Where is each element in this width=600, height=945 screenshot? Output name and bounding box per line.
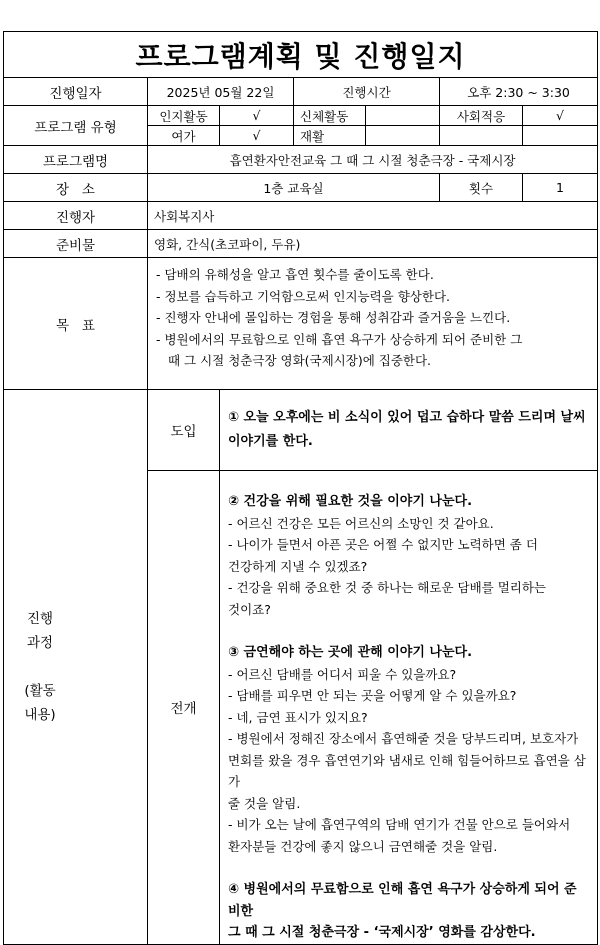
type-cognitive-check: √	[220, 106, 294, 126]
section-3-line: 줄 것을 알림.	[228, 795, 301, 811]
leader-label: 진행자	[4, 202, 148, 230]
section-4-title-cont: 그 때 그 시절 청춘극장 - ‘국제시장’ 영화를 감상한다.	[228, 925, 536, 940]
goal-item: - 진행자 안내에 몰입하는 경험을 통해 성취감과 즐거움을 느낀다.	[156, 310, 511, 325]
time-label: 진행시간	[294, 78, 440, 106]
program-name-value: 흡연환자안전교육 그 때 그 시절 청춘극장 - 국제시장	[148, 146, 598, 174]
type-physical-check	[366, 106, 440, 126]
program-log-table	[3, 31, 598, 945]
date-value: 2025년 05월 22일	[148, 78, 294, 106]
count-label: 횟수	[440, 174, 523, 202]
development-label: 전개	[148, 471, 220, 945]
goal-item: - 정보를 습득하고 기억함으로써 인지능력을 향상한다.	[156, 288, 451, 304]
type-leisure-label: 여가	[148, 126, 220, 146]
type-social-label: 사회적응	[440, 106, 523, 126]
section-3-line: - 담배를 피우면 안 되는 곳을 어떻게 알 수 있을까요?	[228, 688, 517, 703]
section-2-line: - 어르신 건강은 모든 어르신의 소망인 것 같아요.	[228, 515, 494, 531]
place-value: 1층 교육실	[148, 174, 440, 202]
section-3-line: - 어르신 담배를 어디서 피울 수 있을까요?	[228, 666, 457, 682]
development-content	[220, 471, 598, 945]
type-social-check: √	[523, 106, 598, 126]
program-type-label: 프로그램 유형	[4, 106, 148, 146]
type-empty-cell	[440, 126, 523, 146]
section-3-line: - 네, 금연 표시가 있지요?	[228, 709, 368, 725]
goal-list	[148, 258, 598, 390]
intro-label: 도입	[148, 390, 220, 471]
type-rehab-label: 재활	[294, 126, 366, 146]
goal-label: 목 표	[4, 258, 148, 390]
goal-item: - 담배의 유해성을 알고 흡연 횟수를 줄이도록 한다.	[156, 267, 434, 282]
section-3-line: 면회를 왔을 경우 흡연연기와 냄새로 인해 힘들어하므로 흡연을 삼가	[228, 752, 586, 789]
program-log-document	[3, 31, 597, 945]
goal-item: 때 그 시절 청춘극장 영화(국제시장)에 집중한다.	[168, 353, 432, 368]
section-2-title: ② 건강을 위해 필요한 것을 이야기 나눈다.	[228, 494, 473, 509]
section-2-line: 것이죠?	[228, 601, 271, 617]
leader-value: 사회복지사	[148, 202, 598, 230]
type-leisure-check: √	[220, 126, 294, 146]
type-empty-cell	[523, 126, 598, 146]
type-physical-label: 신체활동	[294, 106, 366, 126]
time-value: 오후 2:30 ~ 3:30	[440, 78, 598, 106]
page-title: 프로그램계획 및 진행일지	[4, 32, 598, 78]
section-2-line: - 건강을 위해 중요한 것 중 하나는 해로운 담배를 멀리하는	[228, 580, 546, 595]
type-cognitive-label: 인지활동	[148, 106, 220, 126]
program-name-label: 프로그램명	[4, 146, 148, 174]
type-rehab-check	[366, 126, 440, 146]
prep-label: 준비물	[4, 230, 148, 258]
section-3-title: ③ 금연해야 하는 곳에 관해 이야기 나눈다.	[228, 645, 473, 660]
section-2-line: 건강하게 지낼 수 있겠죠?	[228, 558, 368, 574]
section-3-line: 환자분들 건강에 좋지 않으니 금연해줄 것을 알림.	[228, 838, 498, 854]
section-3-line: - 병원에서 정해진 장소에서 흡연해줄 것을 당부드리며, 보호자가	[228, 731, 579, 746]
section-4-title: ④ 병원에서의 무료함으로 인해 흡연 욕구가 상승하게 되어 준비한	[228, 882, 577, 919]
goal-item: - 병원에서의 무료함으로 인해 흡연 욕구가 상승하게 되어 준비한 그	[156, 331, 523, 347]
date-label: 진행일자	[4, 78, 148, 106]
intro-text: ① 오늘 오후에는 비 소식이 있어 덥고 습하다 말씀 드리며 날씨이야기를 한다.	[220, 390, 598, 471]
count-value: 1	[523, 174, 598, 202]
section-2-line: - 나이가 들면서 아픈 곳은 어쩔 수 없지만 노력하면 좀 더	[228, 537, 538, 552]
process-side-cell	[4, 390, 148, 945]
prep-value: 영화, 간식(초코파이, 두유)	[148, 230, 598, 258]
place-label: 장 소	[4, 174, 148, 202]
section-3-line: - 비가 오는 날에 흡연구역의 담배 연기가 건물 안으로 들어와서	[228, 817, 571, 832]
process-label: 진행 과정 (활동 내용)	[24, 610, 56, 723]
